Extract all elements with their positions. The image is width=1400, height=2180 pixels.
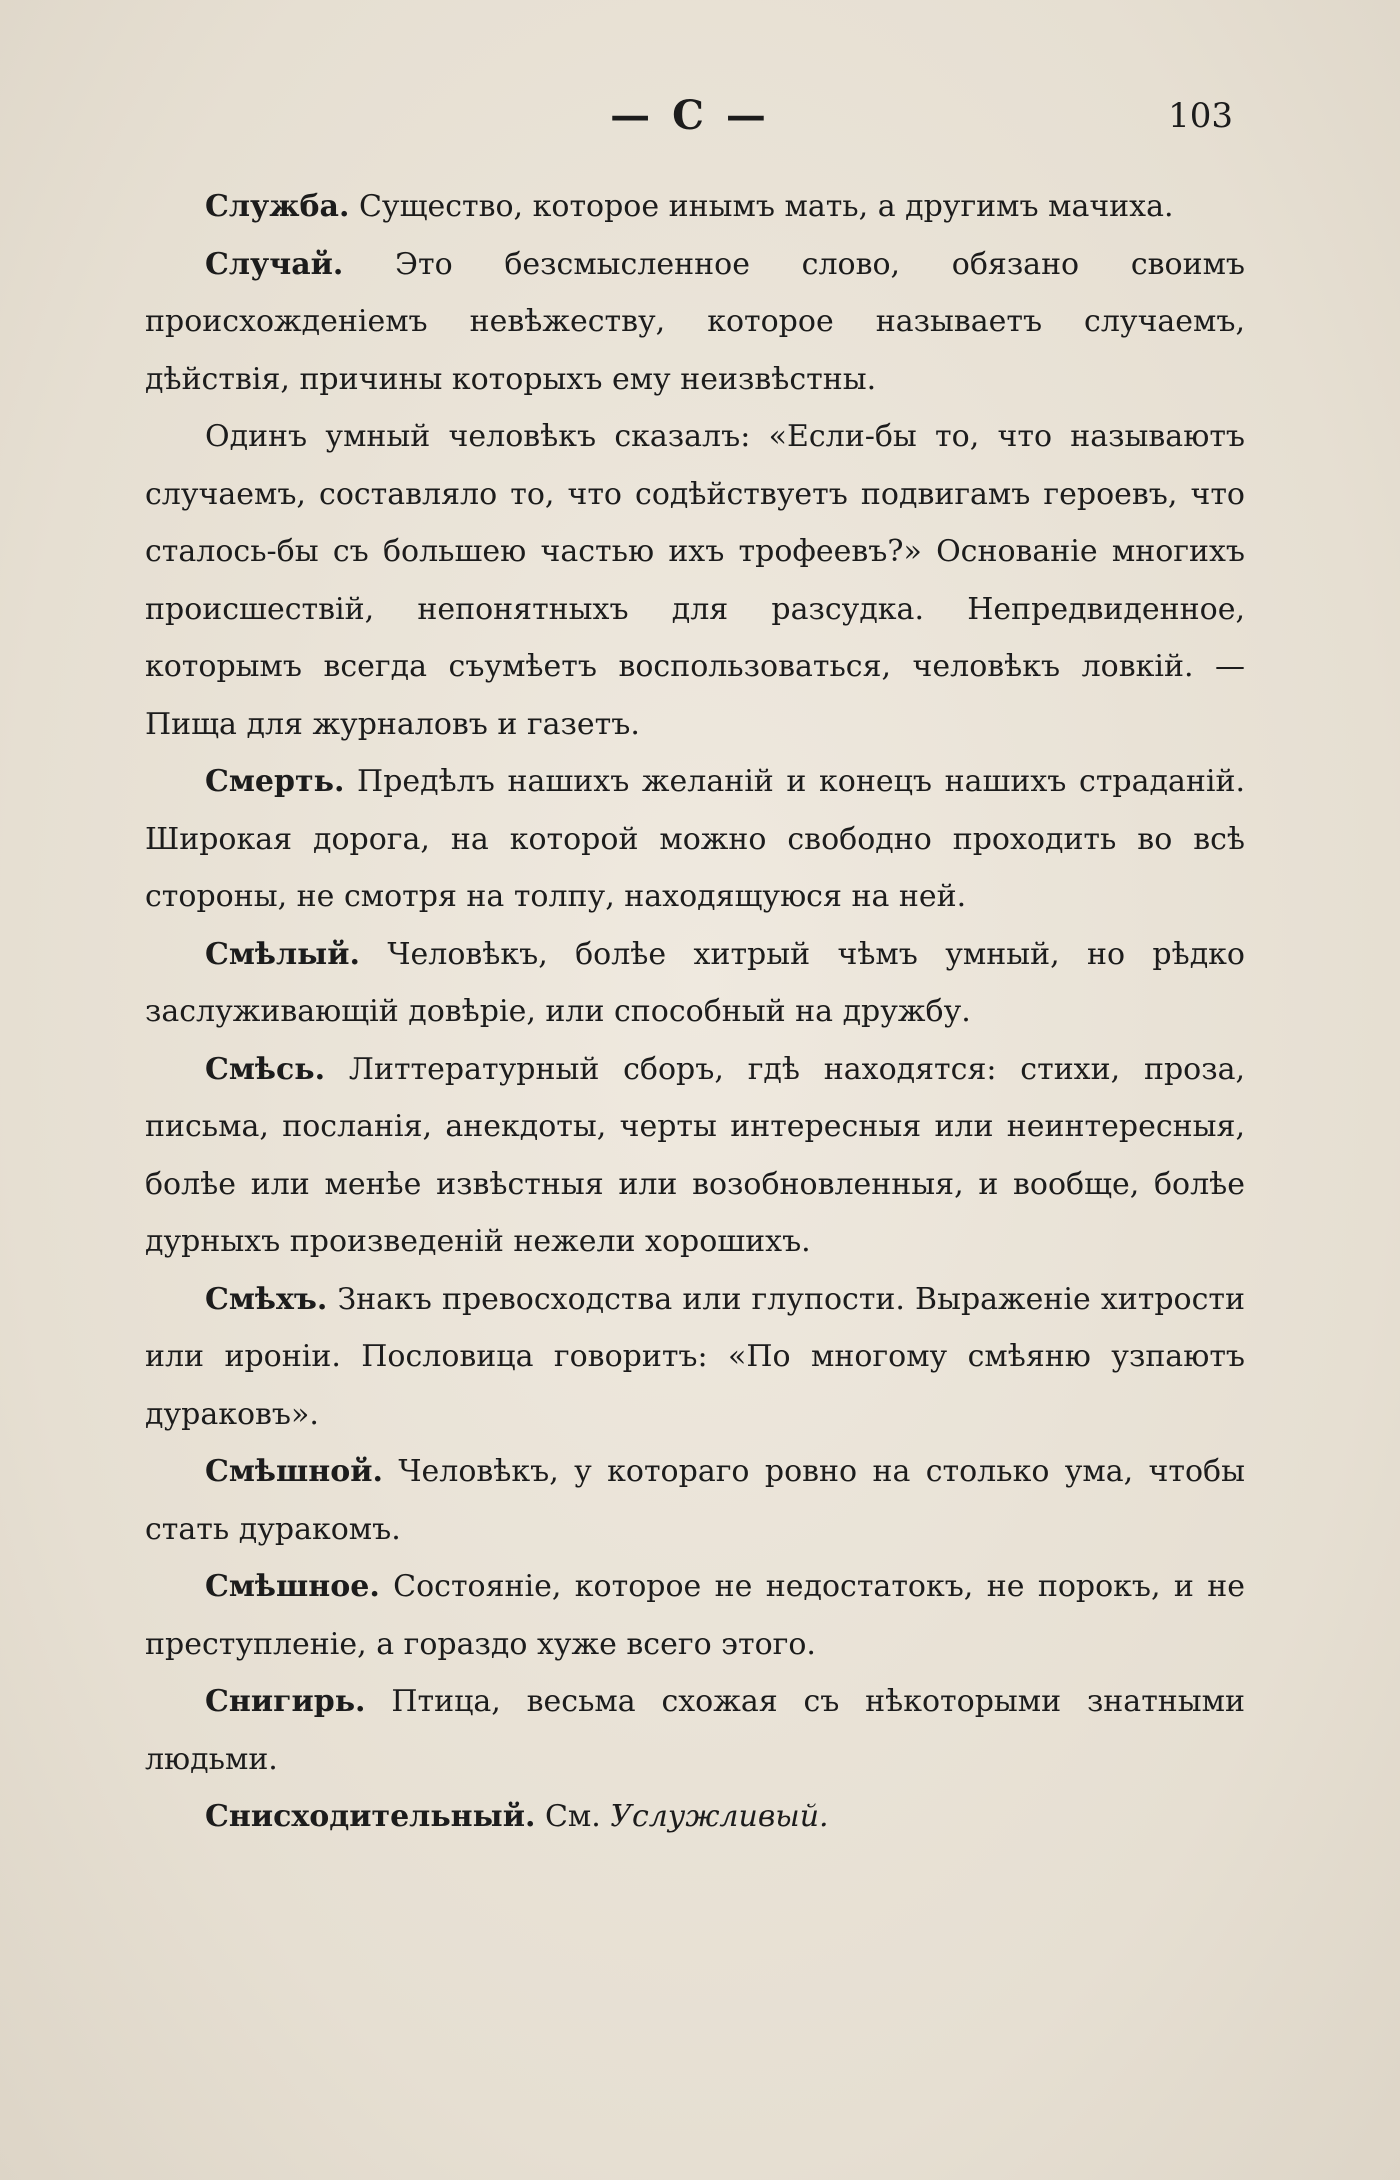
entry-smely [145,926,1245,1041]
entry-definition: Литтературный сборъ, гдѣ находятся: стихи, проза, письма, посланія, анекдоты, черты интересныя или неинтересныя, болѣе или менѣе извѣстныя или возобновленныя, и вообще, болѣе дурныхъ произведеній нежели хорошихъ. [145,1051,1245,1259]
entry-term: Служба. [205,189,350,224]
entry-snigir [145,1673,1245,1788]
entry-smekh [145,1271,1245,1444]
entry-term: Случай. [205,246,344,282]
entry-term: Смерть. [205,764,345,799]
entry-sluzhba [145,178,1245,236]
entry-term: Смѣшное. [205,1569,380,1604]
entry-term: Смѣсь. [205,1051,326,1087]
entry-sluchai-continued [145,408,1245,753]
entry-definition: Знакъ превосходства или глупости. Выраженіе хитрости или ироніи. Пословица говоритъ: «По многому смѣяню узпаютъ дураковъ». [145,1281,1245,1432]
section-letter: — С — [610,92,770,139]
entry-definition: Предѣлъ нашихъ желаній и конецъ нашихъ страданій. Широкая дорога, на которой можно свободно проходить во всѣ стороны, не смотря на толпу, находящуюся на ней. [145,764,1245,914]
entry-definition: Это безсмысленное слово, обязано своимъ происхожденіемъ невѣжеству, которое называетъ случаемъ, дѣйствія, причины которыхъ ему неизвѣстны. [145,246,1245,397]
entry-term: Смѣхъ. [205,1281,328,1317]
entry-term: Снисходительный. [205,1799,536,1834]
entry-term: Смѣлый. [205,936,360,972]
entry-definition: Состояніе, которое не недостатокъ, не порокъ, и не преступленіе, а гораздо хуже всего этого. [145,1569,1245,1662]
entry-smeshnoe [145,1558,1245,1673]
page-header [0,92,1400,142]
entry-definition: Птица, весьма схожая съ нѣкоторыми знатными людьми. [145,1684,1245,1777]
entry-smert [145,753,1245,926]
entry-definition: Одинъ умный человѣкъ сказалъ: «Если-бы то, что называютъ случаемъ, составляло то, что содѣйствуетъ подвигамъ героевъ, что сталось-бы съ большею частью ихъ трофеевъ?» Основаніе многихъ происшествій, непонятныхъ для разсудка. Непредвиденное, которымъ всегда съумѣетъ воспользоваться, человѣкъ ловкій. — Пища для журналовъ и газетъ. [145,419,1245,742]
dictionary-text [145,178,1245,1846]
entry-definition: Человѣкъ, у котораго ровно на столько ума, чтобы стать дуракомъ. [145,1454,1245,1547]
entry-term: Смѣшной. [205,1454,383,1489]
entry-definition: Человѣкъ, болѣе хитрый чѣмъ умный, но рѣдко заслуживающій довѣріе, или способный на дружбу. [145,936,1245,1029]
cross-reference: Услужливый. [610,1799,829,1834]
entry-definition: Существо, которое инымъ мать, а другимъ мачиха. [349,189,1174,224]
entry-smeshnoi [145,1443,1245,1558]
page-number: 103 [1168,96,1233,136]
entry-term: Снигирь. [205,1684,366,1719]
entry-smes [145,1041,1245,1271]
entry-definition: См. [535,1799,611,1834]
entry-sluchai [145,236,1245,409]
entry-snishoditelny [145,1788,1245,1846]
